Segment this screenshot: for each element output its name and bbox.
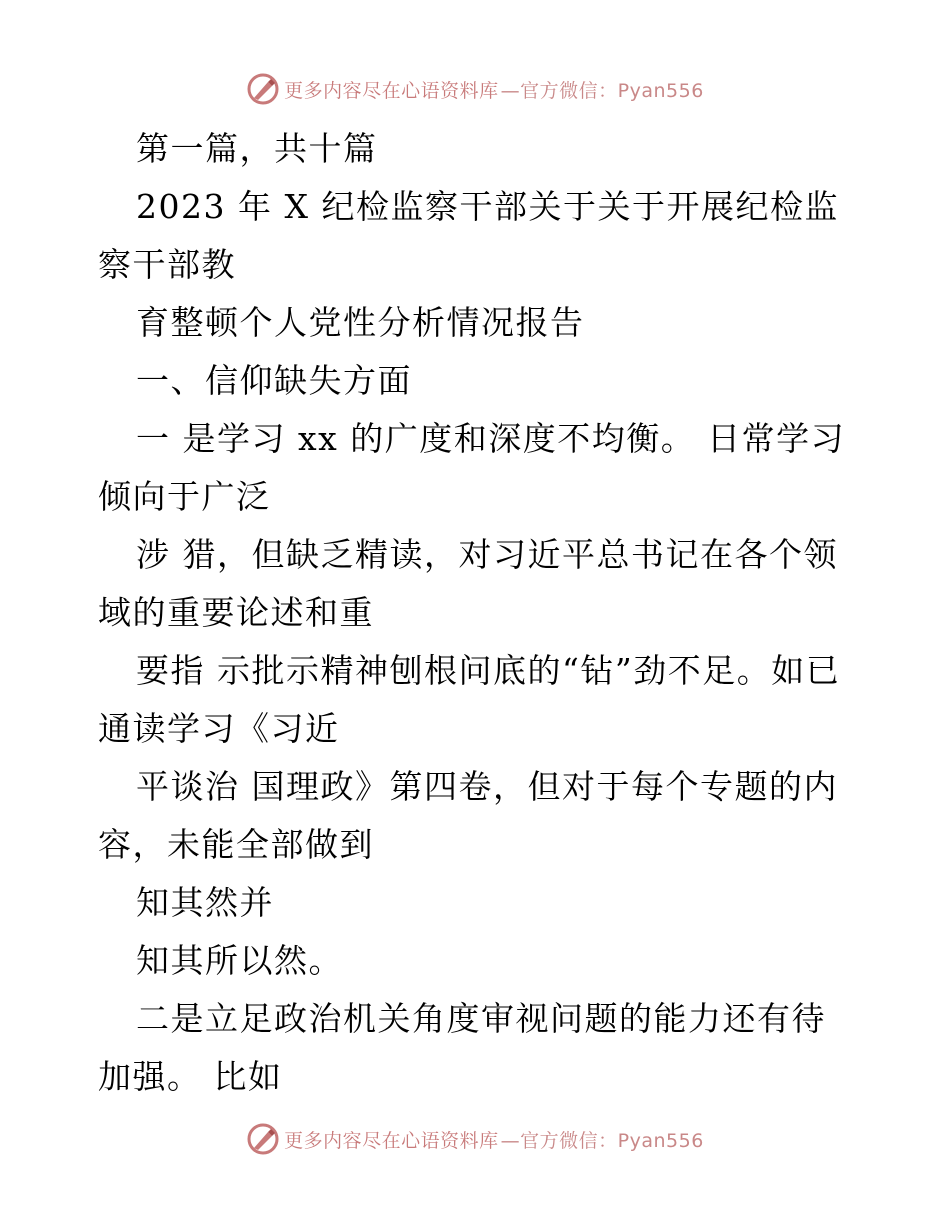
doc-paragraph: 一 是学习 xx 的广度和深度不均衡。 日常学习倾向于广泛	[98, 419, 846, 516]
watermark-main-text: 更多内容尽在心语资料库	[284, 1129, 499, 1152]
doc-paragraph: 平谈治 国理政》第四卷，但对于每个专题的内容，未能全部做到	[98, 767, 838, 864]
watermark-sub-text: —官方微信：Pyan556	[500, 1129, 704, 1152]
watermark-header	[0, 72, 950, 106]
pen-logo-icon	[246, 1122, 280, 1156]
doc-paragraph: 育整顿个人党性分析情况报告	[136, 303, 585, 342]
doc-paragraph: 第一篇，共十篇	[136, 129, 378, 168]
doc-paragraph: 二是立足政治机关角度审视问题的能力还有待加强。 比如	[98, 999, 826, 1096]
document-body	[98, 120, 858, 1106]
pen-logo-icon	[246, 72, 280, 106]
doc-paragraph: 涉 猎，但缺乏精读，对习近平总书记在各个领域的重要论述和重	[98, 535, 838, 632]
doc-paragraph: 知其所以然。	[136, 941, 343, 980]
doc-paragraph: 一、信仰缺失方面	[136, 361, 412, 400]
doc-paragraph: 要指 示批示精神刨根问底的“钻”劲不足。如已通读学习《习近	[98, 651, 841, 748]
watermark-footer	[0, 1122, 950, 1156]
doc-paragraph: 知其然并	[136, 883, 274, 922]
watermark-sub-text: —官方微信：Pyan556	[500, 79, 704, 102]
doc-paragraph: 2023 年 X 纪检监察干部关于关于开展纪检监察干部教	[98, 187, 839, 284]
watermark-main-text: 更多内容尽在心语资料库	[284, 79, 499, 102]
